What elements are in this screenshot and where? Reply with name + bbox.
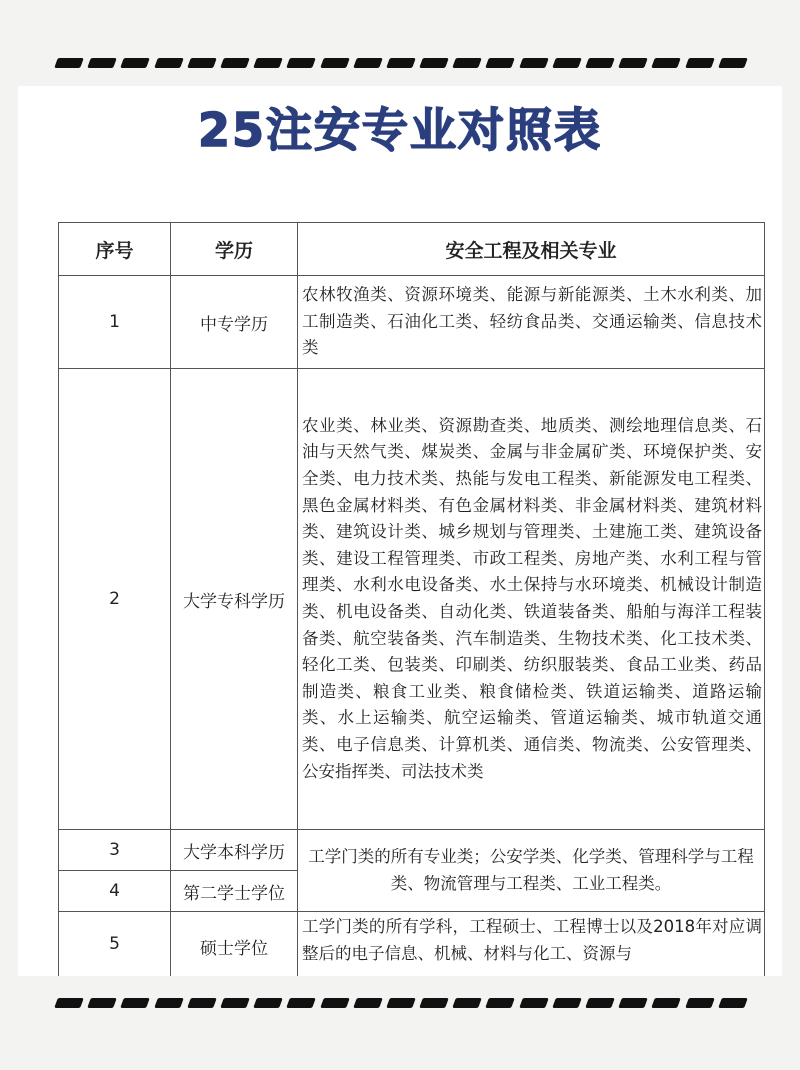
dash-mark [353, 998, 383, 1008]
dash-mark [220, 998, 250, 1008]
dash-mark [618, 998, 648, 1008]
row-education: 大学专科学历 [171, 369, 298, 830]
dash-mark [718, 998, 748, 1008]
dash-mark [54, 998, 84, 1008]
row-education: 第二学士学位 [171, 871, 298, 912]
dash-mark [154, 58, 184, 68]
row-education: 硕士学位 [171, 912, 298, 977]
table-row [59, 276, 765, 369]
dash-mark [386, 58, 416, 68]
document-card [18, 86, 782, 976]
dash-mark [452, 998, 482, 1008]
dash-mark [87, 998, 117, 1008]
table-row [59, 830, 765, 871]
dash-mark [486, 998, 516, 1008]
dash-mark [286, 998, 316, 1008]
dash-mark [552, 58, 582, 68]
dash-mark [121, 998, 151, 1008]
dash-mark [353, 58, 383, 68]
dash-mark [519, 58, 549, 68]
header-index: 序号 [59, 223, 171, 276]
top-dash-border [56, 56, 746, 70]
dash-mark [121, 58, 151, 68]
table-row [59, 369, 765, 830]
row-index: 1 [59, 276, 171, 369]
dash-mark [320, 58, 350, 68]
row-index: 3 [59, 830, 171, 871]
row-education: 中专学历 [171, 276, 298, 369]
dash-mark [54, 58, 84, 68]
dash-mark [552, 998, 582, 1008]
dash-mark [652, 58, 682, 68]
dash-mark [585, 998, 615, 1008]
dash-mark [253, 58, 283, 68]
dash-mark [718, 58, 748, 68]
dash-mark [320, 998, 350, 1008]
dash-mark [585, 58, 615, 68]
row-index: 2 [59, 369, 171, 830]
dash-mark [286, 58, 316, 68]
dash-mark [386, 998, 416, 1008]
dash-mark [419, 998, 449, 1008]
dash-mark [685, 58, 715, 68]
row-majors: 农业类、林业类、资源勘查类、地质类、测绘地理信息类、石油与天然气类、煤炭类、金属与非金属矿类、环境保护类、安全类、电力技术类、热能与发电工程类、新能源发电工程类、黑色金属材料类、有色金属材料类、非金属材料类、建筑材料类、建筑设计类、城乡规划与管理类、土建施工类、建筑设备类、建设工程管理类、市政工程类、房地产类、水利工程与管理类、水利水电设备类、水土保持与水环境类、机械设计制造类、机电设备类、自动化类、铁道装备类、船舶与海洋工程装备类、航空装备类、汽车制造类、生物技术类、化工技术类、轻化工类、包装类、印刷类、纺织服装类、食品工业类、药品制造类、粮食工业类、粮食储检类、铁道运输类、道路运输类、水上运输类、航空运输类、管道运输类、城市轨道交通类、电子信息类、计算机类、通信类、物流类、公安管理类、公安指挥类、司法技术类 [298, 369, 765, 830]
header-majors: 安全工程及相关专业 [298, 223, 765, 276]
dash-mark [452, 58, 482, 68]
dash-mark [486, 58, 516, 68]
row-index: 4 [59, 871, 171, 912]
dash-mark [187, 998, 217, 1008]
row-majors: 工学门类的所有专业类；公安学类、化学类、管理科学与工程类、物流管理与工程类、工业工程类。 [298, 830, 765, 912]
dash-mark [220, 58, 250, 68]
bottom-dash-border [56, 996, 746, 1010]
header-education: 学历 [171, 223, 298, 276]
row-majors: 工学门类的所有学科，工程硕士、工程博士以及2018年对应调整后的电子信息、机械、材料与化工、资源与 [298, 912, 765, 977]
dash-mark [685, 998, 715, 1008]
table-row [59, 912, 765, 977]
dash-mark [419, 58, 449, 68]
dash-mark [187, 58, 217, 68]
row-majors: 农林牧渔类、资源环境类、能源与新能源类、土木水利类、加工制造类、石油化工类、轻纺食品类、交通运输类、信息技术类 [298, 276, 765, 369]
table-header-row [59, 223, 765, 276]
dash-mark [87, 58, 117, 68]
dash-mark [652, 998, 682, 1008]
dash-mark [154, 998, 184, 1008]
page-title: 25注安专业对照表 [197, 103, 602, 157]
row-education: 大学本科学历 [171, 830, 298, 871]
dash-mark [618, 58, 648, 68]
major-comparison-table [58, 222, 765, 976]
dash-mark [519, 998, 549, 1008]
dash-mark [253, 998, 283, 1008]
row-index: 5 [59, 912, 171, 977]
